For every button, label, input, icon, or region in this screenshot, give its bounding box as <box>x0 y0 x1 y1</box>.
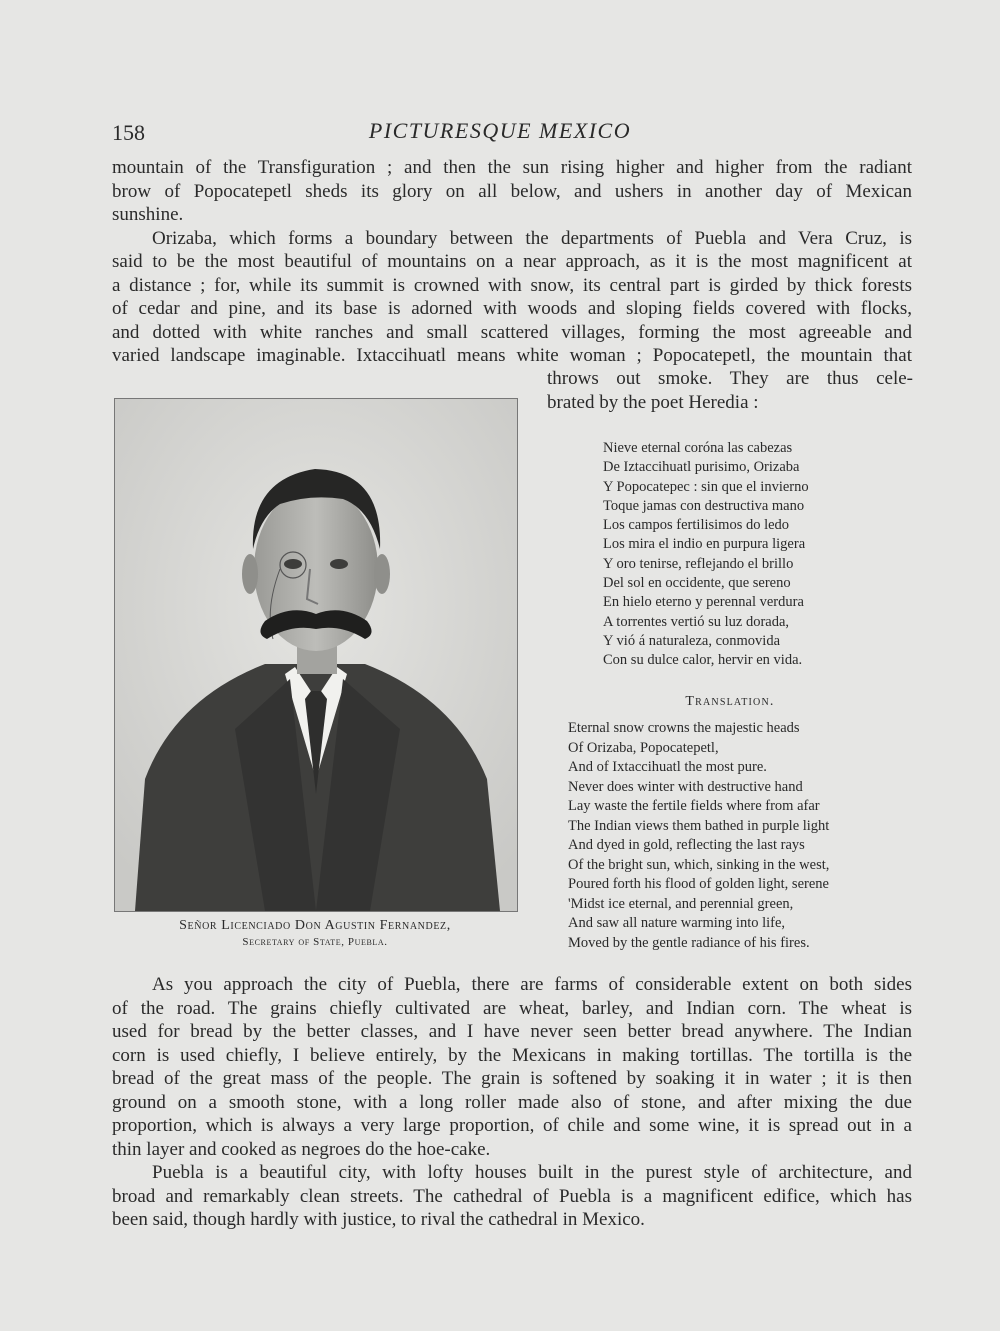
text-line: Orizaba, which forms a boundary between the departments of Puebla and Vera Cruz, is <box>152 227 912 249</box>
running-title: PICTURESQUE MEXICO <box>368 118 632 143</box>
text-line: and dotted with white ranches and small scattered villages, forming the most agreeable and <box>112 321 912 343</box>
translation-line: And saw all nature warming into life, <box>568 915 786 931</box>
bottom-paragraphs <box>112 973 912 1232</box>
text-line: a distance ; for, while its summit is crowned with snow, its central part is girded by thick forests <box>112 274 912 296</box>
poem-line: Con su dulce calor, hervir en vida. <box>603 652 803 669</box>
text-line: brow of Popocatepetl sheds its glory on all below, and ushers in another day of Mexican <box>112 180 912 202</box>
text-line: said to be the most beautiful of mountains on a near approach, as it is the most magnificent at <box>112 251 912 272</box>
translation-line: Never does winter with destructive hand <box>568 778 803 795</box>
right-column-intro <box>547 367 913 414</box>
text-line: bread of the great mass of the people. The grain is softened by soaking it in water ; it is then <box>112 1068 912 1089</box>
text-line: As you approach the city of Puebla, there are farms of considerable extent on both sides <box>152 974 912 995</box>
poem-line: A torrentes vertió su luz dorada, <box>603 613 790 630</box>
translation-line: 'Midst ice eternal, and perennial green, <box>568 895 794 912</box>
figure-caption-title: Secretary of State, Puebla. <box>242 936 388 948</box>
text-line: thin layer and cooked as negroes do the hoe-cake. <box>112 1138 491 1160</box>
spanish-poem <box>603 439 809 671</box>
poem-line: Los campos fertilisimos do ledo <box>603 517 790 534</box>
text-line: corn is used chiefly, I believe entirely, by the Mexicans in making tortillas. The tortilla is the <box>112 1044 912 1066</box>
text-line: proportion, which is always a very large proportion, of chile and some wine, it is spread out in a <box>112 1115 912 1136</box>
page-number: 158 <box>112 120 145 145</box>
text-line: varied landscape imaginable. Ixtaccihuatl means white woman ; Popocatepetl, the mountain that <box>112 345 912 366</box>
text-line: mountain of the Transfiguration ; and then the sun rising higher and higher from the radiant <box>112 157 912 178</box>
translation-line: And of Ixtaccihuatl the most pure. <box>568 759 767 775</box>
poem-line: Y oro tenirse, reflejando el brillo <box>603 555 794 572</box>
text-line: sunshine. <box>112 204 184 225</box>
translation-heading: Translation. <box>685 694 775 709</box>
text-line: throws out smoke. They are thus cele- <box>547 368 913 389</box>
text-line: Puebla is a beautiful city, with lofty houses built in the purest style of architecture, and <box>152 1162 912 1183</box>
poem-line: Toque jamas con destructiva mano <box>603 497 805 514</box>
translation-line: And dyed in gold, reflecting the last rays <box>568 837 805 853</box>
poem-line: Y Popocatepec : sin que el invierno <box>603 478 809 495</box>
poem-line: Los mira el indio en purpura ligera <box>603 536 806 553</box>
portrait-photograph <box>114 398 518 912</box>
poem-line: Nieve eternal coróna las cabezas <box>603 440 793 456</box>
translation-line: Eternal snow crowns the majestic heads <box>568 720 800 736</box>
portrait-image <box>115 399 517 911</box>
translation-line: Moved by the gentle radiance of his fires. <box>568 934 810 951</box>
poem-line: Y vió á naturaleza, conmovida <box>603 632 781 649</box>
text-line: been said, though hardly with justice, to rival the cathedral in Mexico. <box>112 1209 645 1230</box>
translation-line: Lay waste the fertile fields where from afar <box>568 798 820 814</box>
text-line: brated by the poet Heredia : <box>547 391 759 413</box>
poem-line: En hielo eterno y perennal verdura <box>603 594 804 611</box>
text-line: ground on a smooth stone, with a long roller made also of stone, and after mixing the due <box>112 1091 912 1113</box>
text-line: of the road. The grains chiefly cultivated are wheat, barley, and Indian corn. The wheat is <box>112 997 912 1019</box>
translation-line: Poured forth his flood of golden light, serene <box>568 876 829 892</box>
poem-line: De Iztaccihuatl purisimo, Orizaba <box>603 459 800 476</box>
poem-line: Del sol en occidente, que sereno <box>603 575 791 592</box>
english-translation <box>568 719 829 953</box>
translation-line: Of Orizaba, Popocatepetl, <box>568 739 719 756</box>
translation-line: Of the bright sun, which, sinking in the west, <box>568 856 830 873</box>
top-paragraphs <box>112 156 912 368</box>
text-line: broad and remarkably clean streets. The cathedral of Puebla is a magnificent edifice, which has <box>112 1185 912 1207</box>
text-line: used for bread by the better classes, and I have never seen better bread anywhere. The Indian <box>112 1021 912 1042</box>
translation-line: The Indian views them bathed in purple light <box>568 817 830 834</box>
text-line: of cedar and pine, and its base is adorned with woods and sloping fields covered with flocks, <box>112 298 912 319</box>
figure-caption-name: Señor Licenciado Don Agustin Fernandez, <box>179 918 451 933</box>
